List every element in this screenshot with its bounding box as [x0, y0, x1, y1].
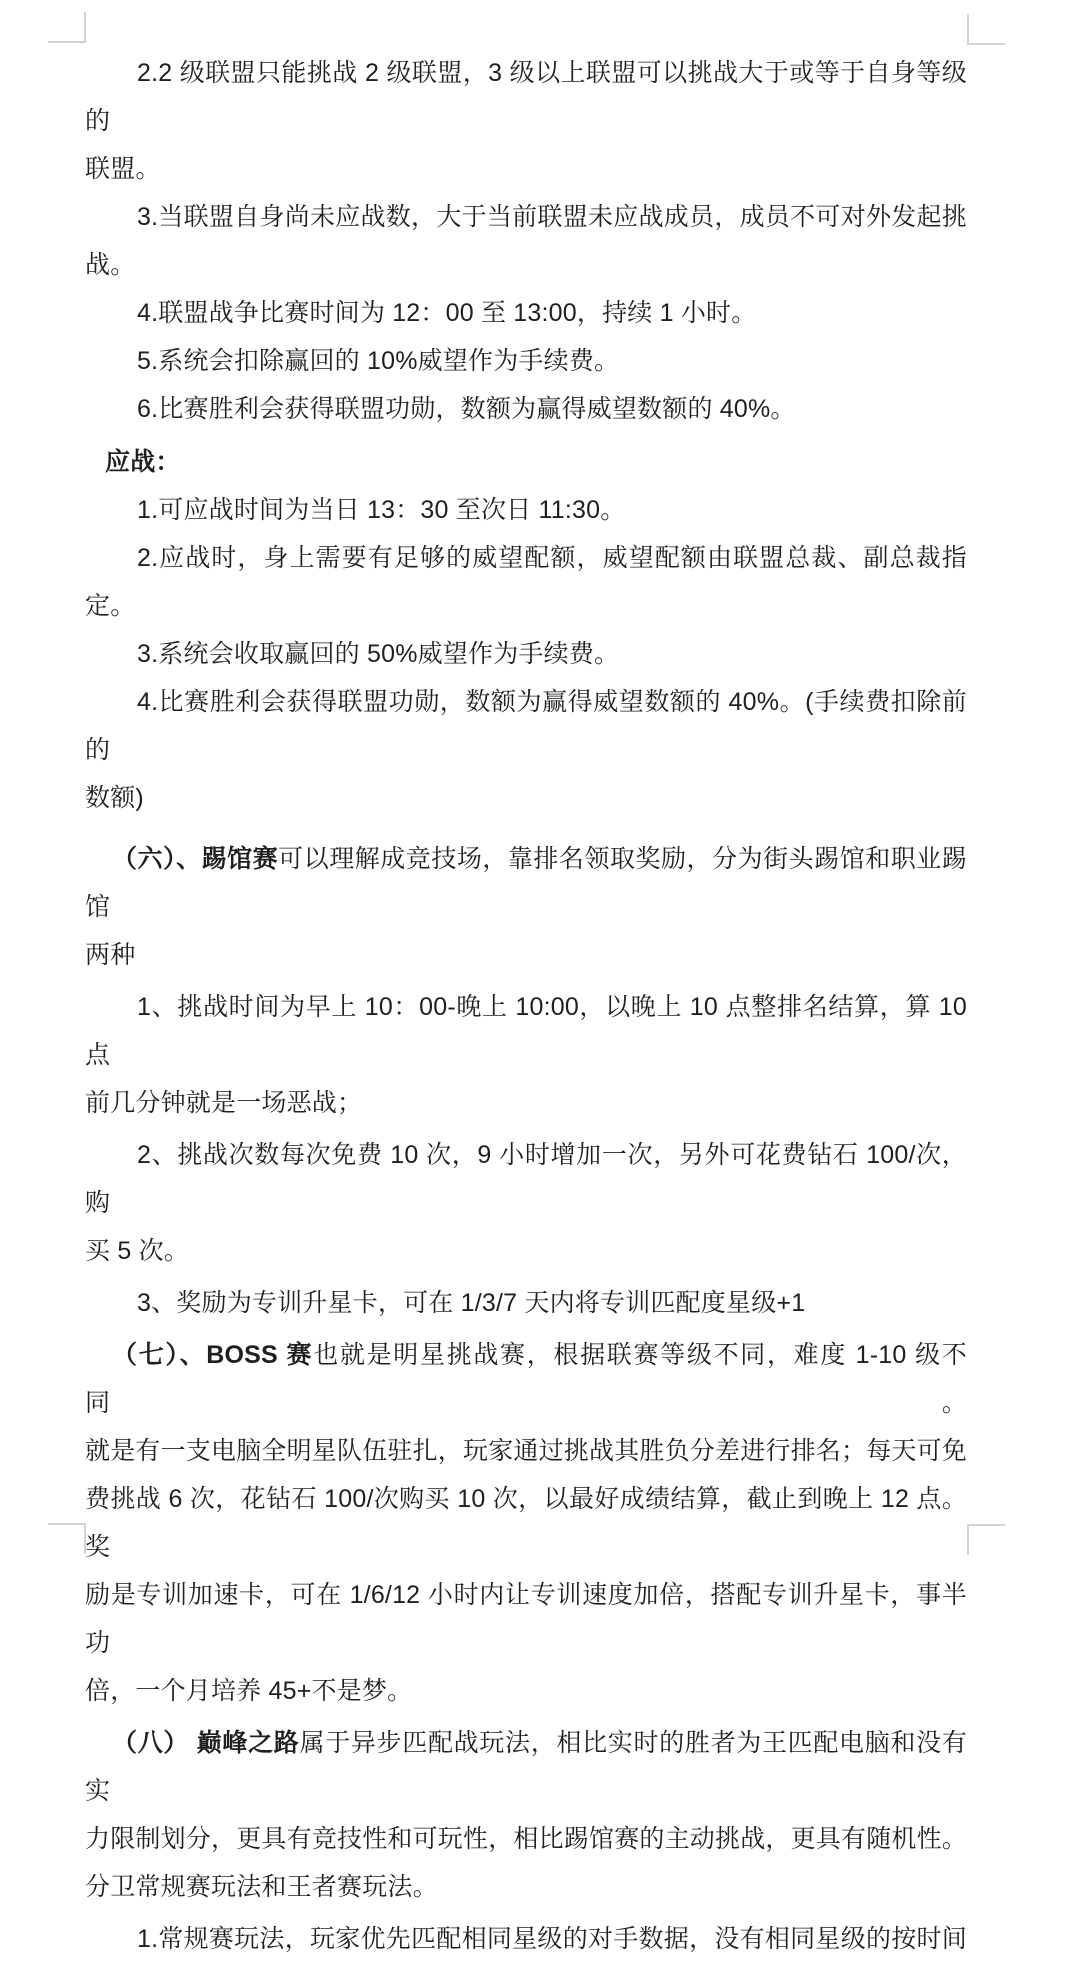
text-line: 1.可应战时间为当日 13：30 至次日 11:30。 — [137, 496, 626, 524]
paragraph — [85, 289, 967, 337]
text-line: 5.系统会扣除赢回的 10%威望作为手续费。 — [137, 347, 620, 375]
paragraph — [85, 983, 967, 1127]
text-line: 2.2 级联盟只能挑战 2 级联盟，3 级以上联盟可以挑战大于或等于自身等级的 — [85, 59, 967, 135]
bold-heading-text: （六）、踢馆赛 — [112, 845, 279, 873]
text-line: 3.当联盟自身尚未应战数，大于当前联盟未应战成员，成员不可对外发起挑 — [137, 203, 967, 231]
text-line — [85, 438, 967, 486]
paragraph — [85, 1279, 967, 1327]
text-line: 2.应战时，身上需要有足够的威望配额，威望配额由联盟总裁、副总裁指定。 — [85, 544, 967, 620]
text-line: 费挑战 6 次，花钻石 100/次购买 10 次，以最好成绩结算，截止到晚上 12 点。奖 — [85, 1485, 967, 1561]
text-line: 前几分钟就是一场恶战； — [85, 1089, 363, 1117]
paragraph — [85, 438, 967, 486]
text-line: 力限制划分，更具有竞技性和可玩性，相比踢馆赛的主动挑战，更具有随机性。 — [85, 1825, 968, 1853]
paragraph — [85, 1331, 967, 1715]
text-line: 3、奖励为专训升星卡，可在 1/3/7 天内将专训匹配度星级+1 — [137, 1289, 806, 1317]
bold-heading-text: （八） 巅峰之路 — [112, 1729, 300, 1757]
paragraph — [85, 49, 967, 193]
text-line: 联盟。 — [85, 155, 161, 183]
text-line: 2、挑战次数每次免费 10 次，9 小时增加一次，另外可花费钻石 100/次，购 — [85, 1141, 967, 1217]
text-boundary-mark-bottom-right — [967, 1524, 1005, 1555]
text-line: （六）、踢馆赛可以理解成竞技场，靠排名领取奖励，分为街头踢馆和职业踢馆 — [85, 845, 967, 921]
paragraph — [85, 1131, 967, 1275]
text-line: 6.比赛胜利会获得联盟功勋，数额为赢得威望数额的 40%。 — [137, 395, 796, 423]
paragraph — [85, 385, 967, 433]
text-line: 1、挑战时间为早上 10：00-晚上 10:00，以晚上 10 点整排名结算，算 10 点 — [85, 993, 967, 1069]
paragraph — [85, 1915, 967, 1963]
text-line: 4.联盟战争比赛时间为 12：00 至 13:00，持续 1 小时。 — [137, 299, 757, 327]
paragraph — [85, 835, 967, 979]
text-boundary-mark-top-right — [967, 14, 1005, 45]
text-line: （七）、BOSS 赛也就是明星挑战赛，根据联赛等级不同，难度 1-10 级不同。 — [85, 1341, 968, 1417]
paragraph — [85, 630, 967, 678]
text-line: 两种 — [85, 941, 136, 969]
text-line: 就是有一支电脑全明星队伍驻扎，玩家通过挑战其胜负分差进行排名；每天可免 — [85, 1437, 968, 1465]
bold-heading-text: 应战： — [105, 448, 181, 476]
text-line: 战。 — [85, 251, 136, 279]
text-line: 数额) — [85, 784, 144, 812]
paragraph — [85, 534, 967, 630]
paragraph — [85, 337, 967, 385]
paragraph — [85, 486, 967, 534]
text-line: 励是专训加速卡，可在 1/6/12 小时内让专训速度加倍，搭配专训升星卡，事半功 — [85, 1581, 967, 1657]
text-line: 倍，一个月培养 45+不是梦。 — [85, 1677, 413, 1705]
text-line: 分卫常规赛玩法和王者赛玩法。 — [85, 1873, 438, 1901]
text-line: 1.常规赛玩法，玩家优先匹配相同星级的对手数据，没有相同星级的按时间 — [137, 1925, 967, 1953]
document-body — [85, 49, 967, 1963]
text-boundary-mark-top-left — [48, 12, 86, 43]
text-line: 买 5 次。 — [85, 1237, 189, 1265]
text-line: 3.系统会收取赢回的 50%威望作为手续费。 — [137, 640, 620, 668]
text-line: （八） 巅峰之路属于异步匹配战玩法，相比实时的胜者为王匹配电脑和没有实 — [85, 1729, 968, 1805]
paragraph — [85, 678, 967, 822]
text-line: 4.比赛胜利会获得联盟功勋，数额为赢得威望数额的 40%。(手续费扣除前的 — [85, 688, 967, 764]
bold-heading-text: （七）、BOSS 赛 — [112, 1341, 314, 1369]
paragraph — [85, 193, 967, 289]
paragraph — [85, 1719, 967, 1911]
